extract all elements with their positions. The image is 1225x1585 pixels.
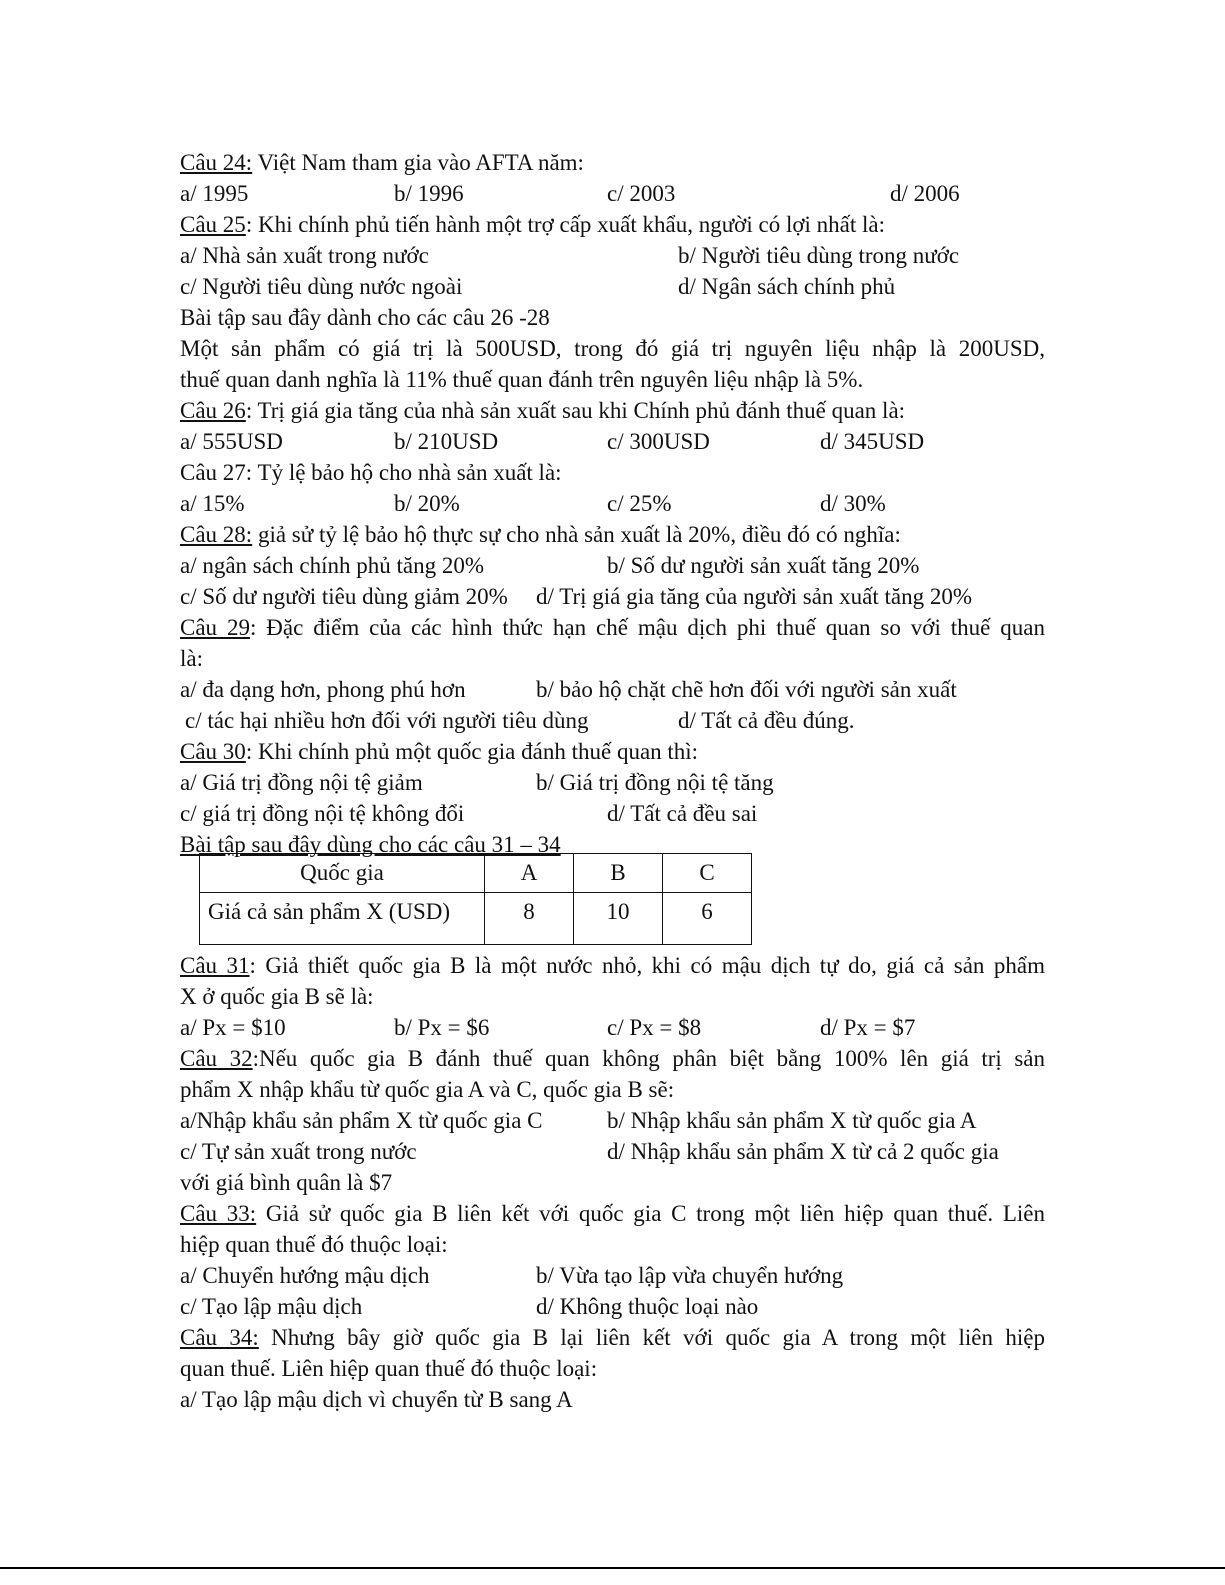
table-row	[200, 854, 752, 893]
q32-line	[180, 1043, 1045, 1074]
q24-option-b: b/ 1996	[394, 181, 464, 206]
q25-option-c: c/ Người tiêu dùng nước ngoài	[180, 274, 463, 299]
q31-option-c: c/ Px = $8	[607, 1015, 702, 1040]
q30-options-cd	[180, 798, 1045, 829]
exercise1-title: Bài tập sau đây dành cho các câu 26 -28	[180, 305, 550, 330]
q32-option-a: a/Nhập khẩu sản phẩm X từ quốc gia C	[180, 1108, 543, 1133]
q29-option-d: d/ Tất cả đều đúng.	[678, 708, 855, 733]
q33-line	[180, 1198, 1045, 1229]
q33-option-b: b/ Vừa tạo lập vừa chuyển hướng	[536, 1263, 844, 1288]
q27-options	[180, 488, 1045, 519]
q27-line: Câu 27: Tỷ lệ bảo hộ cho nhà sản xuất là:	[180, 460, 562, 485]
q26-text: : Trị giá gia tăng của nhà sản xuất sau khi Chính phủ đánh thuế quan là:	[245, 398, 906, 423]
q32-options-cd	[180, 1136, 1045, 1167]
q33-text: Giả sử quốc gia B liên kết với quốc gia C trong một liên hiệp quan thuế. Liên	[256, 1201, 1045, 1226]
q26-option-a: a/ 555USD	[180, 429, 283, 454]
table-cell-c: 6	[663, 893, 752, 945]
q31-option-a: a/ Px = $10	[180, 1015, 286, 1040]
q31-label: Câu 31	[180, 953, 250, 978]
q29-option-b: b/ bảo hộ chặt chẽ hơn đối với người sản xuất	[536, 677, 957, 702]
q25-options-cd	[180, 271, 1045, 302]
q26-label: Câu 26	[180, 398, 246, 423]
q32-option-c: c/ Tự sản xuất trong nước	[180, 1139, 417, 1164]
q29-label: Câu 29	[180, 615, 250, 640]
q31-line2: X ở quốc gia B sẽ là:	[180, 984, 374, 1009]
q28-option-c: c/ Số dư người tiêu dùng giảm 20%	[180, 584, 508, 609]
q27-option-c: c/ 25%	[607, 491, 672, 516]
q33-option-a: a/ Chuyển hướng mậu dịch	[180, 1263, 430, 1288]
q34-option-a: a/ Tạo lập mậu dịch vì chuyển từ B sang A	[180, 1387, 573, 1412]
q32-option-d-continued: với giá bình quân là $7	[180, 1170, 393, 1195]
document-page	[180, 147, 1045, 1415]
q25-label: Câu 25	[180, 212, 246, 237]
q29-text: : Đặc điểm của các hình thức hạn chế mậu dịch phi thuế quan so với thuế quan	[249, 615, 1045, 640]
table-cell-a: 8	[485, 893, 574, 945]
q29-option-c: c/ tác hại nhiều hơn đối với người tiêu dùng	[185, 708, 589, 733]
q28-options-ab	[180, 550, 1045, 581]
q32-line2: phẩm X nhập khẩu từ quốc gia A và C, quốc gia B sẽ:	[180, 1077, 675, 1102]
table-header-c: C	[663, 854, 752, 893]
q24-text: Việt Nam tham gia vào AFTA năm:	[252, 150, 584, 175]
page-bottom-rule	[0, 1567, 1225, 1569]
q33-option-d: d/ Không thuộc loại nào	[536, 1294, 759, 1319]
table-cell-b: 10	[574, 893, 663, 945]
q33-options-cd	[180, 1291, 1045, 1322]
table-header-a: A	[485, 854, 574, 893]
q24-option-d: d/ 2006	[890, 181, 960, 206]
exercise1-line2: thuế quan danh nghĩa là 11% thuế quan đánh trên nguyên liệu nhập là 5%.	[180, 367, 864, 392]
q25-option-d: d/ Ngân sách chính phủ	[678, 274, 896, 299]
q34-text: Nhưng bây giờ quốc gia B lại liên kết với quốc gia A trong một liên hiệp	[258, 1325, 1045, 1350]
q32-label: Câu 32	[180, 1046, 253, 1071]
q25-line	[180, 209, 1045, 240]
q33-option-c: c/ Tạo lập mậu dịch	[180, 1294, 363, 1319]
exercise2-title: Bài tập sau đây dùng cho các câu 31 – 34	[180, 832, 561, 857]
q31-options	[180, 1012, 1045, 1043]
q27-option-b: b/ 20%	[394, 491, 460, 516]
q24-option-c: c/ 2003	[607, 181, 676, 206]
q30-option-d: d/ Tất cả đều sai	[607, 801, 758, 826]
q26-option-d: d/ 345USD	[820, 429, 925, 454]
q27-option-a: a/ 15%	[180, 491, 245, 516]
q32-text: :Nếu quốc gia B đánh thuế quan không phân biệt bằng 100% lên giá trị sản	[252, 1046, 1045, 1071]
exercise1-line1: Một sản phẩm có giá trị là 500USD, trong đó giá trị nguyên liệu nhập là 200USD,	[180, 336, 1045, 361]
q32-options-ab	[180, 1105, 1045, 1136]
q33-options-ab	[180, 1260, 1045, 1291]
q30-option-b: b/ Giá trị đồng nội tệ tăng	[536, 770, 774, 795]
q29-option-a: a/ đa dạng hơn, phong phú hơn	[180, 677, 466, 702]
q30-text: : Khi chính phủ một quốc gia đánh thuế quan thì:	[245, 739, 699, 764]
q30-options-ab	[180, 767, 1045, 798]
q25-options-ab	[180, 240, 1045, 271]
q30-option-a: a/ Giá trị đồng nội tệ giảm	[180, 770, 423, 795]
q29-line	[180, 612, 1045, 643]
price-table	[199, 853, 752, 945]
q26-option-c: c/ 300USD	[607, 429, 710, 454]
q24-label: Câu 24:	[180, 150, 253, 175]
q31-option-b: b/ Px = $6	[394, 1015, 490, 1040]
q31-option-d: d/ Px = $7	[820, 1015, 916, 1040]
q30-label: Câu 30	[180, 739, 246, 764]
q33-line2: hiệp quan thuế đó thuộc loại:	[180, 1232, 448, 1257]
q28-option-d: d/ Trị giá gia tăng của người sản xuất tăng 20%	[536, 584, 973, 609]
q34-line2: quan thuế. Liên hiệp quan thuế đó thuộc loại:	[180, 1356, 598, 1381]
table-header-b: B	[574, 854, 663, 893]
q33-label: Câu 33:	[180, 1201, 257, 1226]
q30-line	[180, 736, 1045, 767]
q29-options-ab	[180, 674, 1045, 705]
q24-options	[180, 178, 1045, 209]
q34-line	[180, 1322, 1045, 1353]
q29-options-cd	[180, 705, 1045, 736]
q24-option-a: a/ 1995	[180, 181, 249, 206]
q28-text: giả sử tỷ lệ bảo hộ thực sự cho nhà sản xuất là 20%, điều đó có nghĩa:	[252, 522, 901, 547]
q26-options	[180, 426, 1045, 457]
q25-option-a: a/ Nhà sản xuất trong nước	[180, 243, 429, 268]
table-cell-label: Giá cả sản phẩm X (USD)	[200, 893, 485, 945]
q26-option-b: b/ 210USD	[394, 429, 499, 454]
table-header-country: Quốc gia	[200, 854, 485, 893]
q31-text: : Giả thiết quốc gia B là một nước nhỏ, khi có mậu dịch tự do, giá cả sản phẩm	[249, 953, 1045, 978]
q29-line2: là:	[180, 646, 203, 671]
q25-option-b: b/ Người tiêu dùng trong nước	[678, 243, 960, 268]
q31-line	[180, 950, 1045, 981]
q26-line	[180, 395, 1045, 426]
q28-label: Câu 28:	[180, 522, 253, 547]
q27-option-d: d/ 30%	[820, 491, 886, 516]
q32-option-d: d/ Nhập khẩu sản phẩm X từ cả 2 quốc gia	[607, 1139, 999, 1164]
q28-line	[180, 519, 1045, 550]
q30-option-c: c/ giá trị đồng nội tệ không đổi	[180, 801, 465, 826]
q28-option-a: a/ ngân sách chính phủ tăng 20%	[180, 553, 485, 578]
q28-options-cd	[180, 581, 1045, 612]
q28-option-b: b/ Số dư người sản xuất tăng 20%	[607, 553, 920, 578]
q24-line	[180, 147, 1045, 178]
q32-option-b: b/ Nhập khẩu sản phẩm X từ quốc gia A	[607, 1108, 977, 1133]
q34-label: Câu 34:	[180, 1325, 259, 1350]
table-row	[200, 893, 752, 945]
q25-text: : Khi chính phủ tiến hành một trợ cấp xuất khẩu, người có lợi nhất là:	[245, 212, 885, 237]
